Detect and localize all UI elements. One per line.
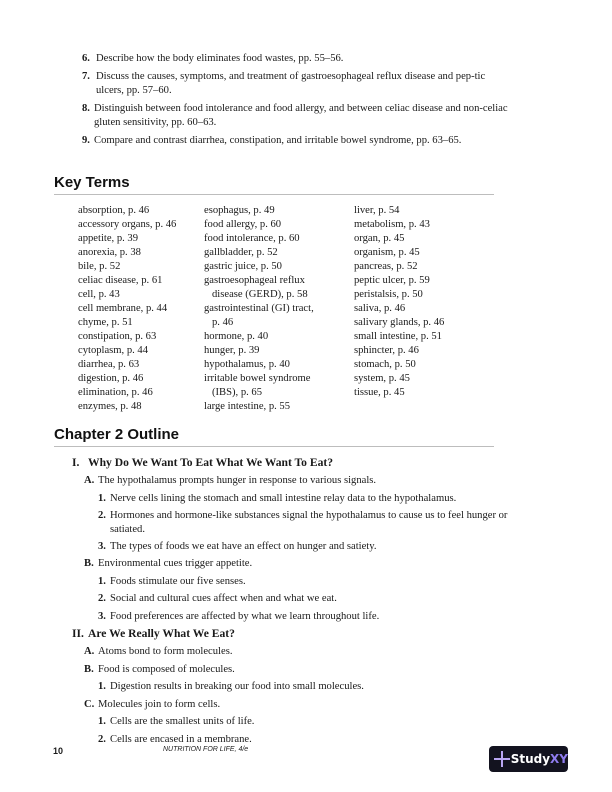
key-term-continuation: disease (GERD), p. 58 bbox=[212, 289, 308, 300]
book-title-footer: NUTRITION FOR LIFE, 4/e bbox=[163, 746, 249, 753]
outline-number: 1. bbox=[98, 575, 106, 587]
key-term: anorexia, p. 38 bbox=[78, 247, 141, 258]
outline-text: Cells are the smallest units of life. bbox=[110, 716, 255, 728]
key-term: small intestine, p. 51 bbox=[354, 331, 442, 342]
key-term: cytoplasm, p. 44 bbox=[78, 345, 149, 356]
objective-text: Discuss the causes, symptoms, and treatment of gastroesophageal reflux disease and pep-tic ulcers, pp. 57–60. bbox=[96, 71, 486, 96]
objective-text: Describe how the body eliminates food wastes, pp. 55–56. bbox=[96, 53, 344, 64]
key-term: gallbladder, p. 52 bbox=[204, 247, 278, 258]
outline-item bbox=[84, 557, 508, 570]
key-term: hunger, p. 39 bbox=[204, 345, 260, 356]
outline-text: Social and cultural cues affect when and what we eat. bbox=[110, 593, 337, 605]
outline-number: I. bbox=[72, 456, 80, 469]
key-term: salivary glands, p. 46 bbox=[354, 317, 445, 328]
key-term-continuation: p. 46 bbox=[212, 317, 234, 328]
outline-item bbox=[84, 645, 508, 658]
outline-text: Food preferences are affected by what we learn throughout life. bbox=[110, 610, 380, 622]
outline-number: 2. bbox=[98, 593, 106, 605]
outline-subitem bbox=[98, 509, 510, 536]
outline-number: A. bbox=[84, 475, 95, 487]
chapter-outline bbox=[0, 456, 612, 750]
outline-item bbox=[84, 663, 508, 676]
key-term: chyme, p. 51 bbox=[78, 317, 133, 328]
outline-text: The types of foods we eat have an effect on hunger and satiety. bbox=[110, 541, 377, 553]
key-term: sphincter, p. 46 bbox=[354, 345, 419, 356]
outline-subitem bbox=[98, 733, 510, 746]
learning-objectives-list bbox=[82, 52, 512, 152]
studyxy-badge[interactable] bbox=[489, 746, 568, 772]
badge-study-text: Study bbox=[510, 752, 551, 766]
outline-subitem bbox=[98, 575, 510, 588]
key-term: food intolerance, p. 60 bbox=[204, 233, 300, 244]
objective-number: 7. bbox=[82, 71, 90, 83]
outline-number: II. bbox=[72, 627, 84, 641]
key-term: tissue, p. 45 bbox=[354, 387, 405, 398]
outline-subitem bbox=[98, 610, 510, 623]
outline-number: 2. bbox=[98, 510, 106, 522]
key-term: pancreas, p. 52 bbox=[354, 261, 418, 272]
objective-number: 8. bbox=[82, 103, 90, 115]
key-term: hypothalamus, p. 40 bbox=[204, 359, 290, 370]
outline-number: 1. bbox=[98, 681, 106, 693]
key-terms-column-1 bbox=[78, 204, 176, 414]
outline-section-II bbox=[72, 627, 508, 640]
key-term: gastric juice, p. 50 bbox=[204, 261, 282, 272]
key-term: cell membrane, p. 44 bbox=[78, 303, 168, 314]
outline-number: B. bbox=[84, 663, 94, 675]
key-term: accessory organs, p. 46 bbox=[78, 219, 177, 230]
key-term: organism, p. 45 bbox=[354, 247, 420, 258]
outline-subitem bbox=[98, 492, 510, 505]
objective-item bbox=[82, 52, 512, 65]
key-term: peptic ulcer, p. 59 bbox=[354, 275, 430, 286]
outline-subitem bbox=[98, 540, 510, 553]
key-term: celiac disease, p. 61 bbox=[78, 275, 163, 286]
key-term: bile, p. 52 bbox=[78, 261, 121, 272]
outline-text: Atoms bond to form molecules. bbox=[98, 646, 233, 658]
key-terms-column-3 bbox=[354, 204, 444, 400]
outline-item bbox=[84, 474, 508, 487]
objective-item bbox=[82, 70, 512, 97]
key-term: stomach, p. 50 bbox=[354, 359, 416, 370]
outline-text: Cells are encased in a membrane. bbox=[110, 733, 252, 745]
outline-number: 3. bbox=[98, 610, 106, 622]
outline-text: Foods stimulate our five senses. bbox=[110, 575, 246, 587]
badge-xy-text: XY bbox=[550, 752, 568, 766]
outline-text: Are We Really What We Eat? bbox=[88, 627, 235, 641]
objective-number: 6. bbox=[82, 53, 90, 64]
key-term: metabolism, p. 43 bbox=[354, 219, 430, 230]
outline-text: Digestion results in breaking our food into small molecules. bbox=[110, 681, 364, 693]
outline-item bbox=[84, 698, 508, 711]
key-term: elimination, p. 46 bbox=[78, 387, 153, 398]
outline-subitem bbox=[98, 715, 510, 728]
outline-number: 2. bbox=[98, 733, 106, 745]
key-term: liver, p. 54 bbox=[354, 205, 400, 216]
outline-number: C. bbox=[84, 698, 95, 710]
key-term: digestion, p. 46 bbox=[78, 373, 144, 384]
outline-text: Hormones and hormone-like substances signal the hypothalamus to cause us to feel hunger or satiated. bbox=[110, 510, 508, 535]
outline-text: Environmental cues trigger appetite. bbox=[98, 558, 253, 570]
chapter-outline-heading: Chapter 2 Outline bbox=[54, 426, 494, 447]
key-term: gastroesophageal reflux bbox=[204, 275, 305, 286]
key-term: irritable bowel syndrome bbox=[204, 373, 311, 384]
key-term: absorption, p. 46 bbox=[78, 205, 150, 216]
key-term: enzymes, p. 48 bbox=[78, 401, 142, 412]
key-term: constipation, p. 63 bbox=[78, 331, 157, 342]
key-term: esophagus, p. 49 bbox=[204, 205, 275, 216]
objective-text: Distinguish between food intolerance and food allergy, and between celiac disease and non-celiac gluten sensitivity, pp. 60–63. bbox=[94, 103, 508, 128]
outline-number: 3. bbox=[98, 541, 106, 553]
key-term: saliva, p. 46 bbox=[354, 303, 406, 314]
outline-number: B. bbox=[84, 558, 94, 570]
key-term: large intestine, p. 55 bbox=[204, 401, 291, 412]
outline-subitem bbox=[98, 680, 510, 693]
objective-item bbox=[82, 102, 512, 129]
key-term: gastrointestinal (GI) tract, bbox=[204, 303, 314, 314]
objective-number: 9. bbox=[82, 135, 90, 147]
key-term: appetite, p. 39 bbox=[78, 233, 139, 244]
objective-text: Compare and contrast diarrhea, constipation, and irritable bowel syndrome, pp. 63–65. bbox=[94, 135, 462, 147]
objective-item bbox=[82, 134, 512, 147]
key-term: peristalsis, p. 50 bbox=[354, 289, 423, 300]
outline-text: Food is composed of molecules. bbox=[98, 663, 235, 675]
key-term: system, p. 45 bbox=[354, 373, 410, 384]
key-term: food allergy, p. 60 bbox=[204, 219, 282, 230]
key-term: diarrhea, p. 63 bbox=[78, 359, 140, 370]
key-terms-heading: Key Terms bbox=[54, 174, 494, 195]
key-term-continuation: (IBS), p. 65 bbox=[212, 387, 263, 398]
outline-section-I bbox=[72, 456, 508, 469]
outline-text: Molecules join to form cells. bbox=[98, 698, 221, 710]
key-term: hormone, p. 40 bbox=[204, 331, 269, 342]
outline-subitem bbox=[98, 592, 510, 605]
outline-number: 1. bbox=[98, 492, 106, 504]
outline-number: A. bbox=[84, 646, 95, 658]
outline-text: Nerve cells lining the stomach and small intestine relay data to the hypothalamus. bbox=[110, 492, 457, 504]
outline-text: Why Do We Want To Eat What We Want To Eat? bbox=[88, 456, 334, 469]
page-number: 10 bbox=[53, 746, 64, 756]
outline-text: The hypothalamus prompts hunger in response to various signals. bbox=[98, 475, 377, 487]
plus-icon bbox=[494, 751, 506, 767]
key-term: organ, p. 45 bbox=[354, 233, 405, 244]
key-term: cell, p. 43 bbox=[78, 289, 120, 300]
outline-number: 1. bbox=[98, 716, 106, 728]
key-terms-column-2 bbox=[204, 204, 314, 414]
